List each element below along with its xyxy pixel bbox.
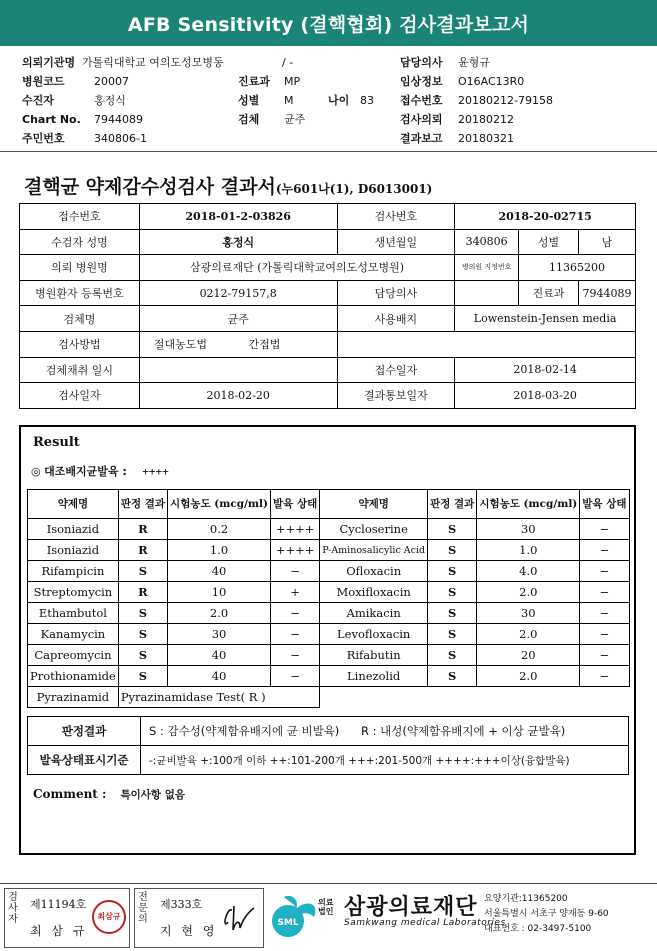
legend-table — [27, 716, 629, 775]
drug-judge: S — [428, 624, 477, 645]
drug-conc: 30 — [168, 624, 271, 645]
receipt-no: 20180212-79158 — [458, 94, 553, 107]
drug-growth: − — [580, 561, 629, 582]
drug-row — [28, 603, 630, 624]
drug-name: P-Aminosalicylic Acid — [320, 540, 428, 561]
drug-conc: 1.0 — [168, 540, 271, 561]
clinical-label: 임상정보 — [400, 75, 443, 88]
drug-name: Cycloserine — [320, 519, 428, 540]
hospital-code: 20007 — [94, 75, 129, 88]
col-judge: 판정 결과 — [428, 490, 477, 519]
drug-name: Streptomycin — [28, 582, 119, 603]
info-sex: 남 — [578, 229, 635, 255]
info-empty — [337, 331, 455, 357]
empty-cell — [320, 687, 629, 708]
receipt-no-label: 접수번호 — [400, 94, 443, 107]
clinical-info: O16AC13R0 — [458, 75, 525, 88]
info-name: 홍정식 — [139, 229, 337, 255]
drug-name: Levofloxacin — [320, 624, 428, 645]
drug-name: Linezolid — [320, 666, 428, 687]
request-date: 20180212 — [458, 113, 514, 126]
report-date: 20180321 — [458, 132, 514, 145]
drug-row — [28, 645, 630, 666]
col-conc: 시험농도 (mcg/ml) — [168, 490, 271, 519]
drug-conc: 40 — [168, 645, 271, 666]
patient-label: 수진자 — [22, 94, 54, 107]
drug-conc: 4.0 — [477, 561, 580, 582]
drug-table — [27, 489, 630, 708]
chart-label: Chart No. — [22, 113, 81, 126]
drug-judge: S — [118, 603, 167, 624]
request-label: 검사의뢰 — [400, 113, 443, 126]
info-label: 의뢰 병원명 — [20, 255, 140, 281]
banner-title: AFB Sensitivity (결핵협회) 검사결과보고서 — [127, 13, 530, 36]
drug-growth: − — [271, 645, 320, 666]
col-growth: 발육 상태 — [580, 490, 629, 519]
header-divider — [0, 151, 657, 152]
drug-row — [28, 540, 630, 561]
drug-row — [28, 666, 630, 687]
col-judge: 판정 결과 — [118, 490, 167, 519]
drug-growth: + — [271, 582, 320, 603]
drug-conc: 1.0 — [477, 540, 580, 561]
info-medium: Lowenstein-Jensen media — [455, 306, 636, 332]
drug-judge: R — [118, 582, 167, 603]
info-label: 병원환자 등록번호 — [20, 280, 140, 306]
footer — [0, 883, 657, 951]
corp-phone: 대표번호 : 02-3497-5100 — [484, 924, 592, 934]
info-method — [139, 331, 337, 357]
age-label: 나이 — [328, 94, 350, 107]
info-specimen: 균주 — [139, 306, 337, 332]
drug-conc: 2.0 — [168, 603, 271, 624]
age: 83 — [360, 94, 374, 107]
pza-drug: Pyrazinamid — [28, 687, 119, 708]
specialist-name: 지 현 영 — [160, 924, 218, 938]
info-label: 담당의사 — [337, 280, 455, 306]
drug-conc: 2.0 — [477, 582, 580, 603]
info-birth: 340806 — [455, 229, 519, 255]
drug-judge: S — [428, 582, 477, 603]
drug-judge: S — [118, 561, 167, 582]
col-drug: 약제명 — [320, 490, 428, 519]
drug-judge: S — [428, 666, 477, 687]
hospital-code-label: 병원코드 — [22, 75, 65, 88]
judge-legend-s: S : 감수성(약제함유배지에 균 비발육) — [149, 724, 340, 738]
drug-growth: − — [271, 603, 320, 624]
sex-label: 성별 — [238, 94, 260, 107]
drug-name: Rifampicin — [28, 561, 119, 582]
drug-growth: − — [271, 666, 320, 687]
corp-code: 요양기관:11365200 — [484, 894, 568, 904]
info-hospital: 삼광의료재단 (가톨릭대학교여의도성모병원) — [139, 255, 454, 281]
drug-judge: R — [118, 540, 167, 561]
control-value: ++++ — [142, 465, 169, 478]
chart-no: 7944089 — [94, 113, 143, 126]
logo-text: SML — [277, 918, 299, 928]
drug-judge: S — [428, 645, 477, 666]
info-label: 결과통보일자 — [337, 383, 455, 409]
drug-growth: − — [580, 603, 629, 624]
specimen: 균주 — [284, 113, 306, 126]
drug-name: Kanamycin — [28, 624, 119, 645]
comment-text: 특이사항 없음 — [120, 789, 185, 801]
drug-row — [28, 561, 630, 582]
growth-legend: -:균비발육 +:100개 이하 ++:101-200개 +++:201-500개 ++++:+++이상(융합발육) — [141, 746, 629, 775]
drug-conc: 40 — [168, 561, 271, 582]
drug-growth: − — [271, 561, 320, 582]
dept: MP — [284, 75, 301, 88]
info-notify: 2018-03-20 — [455, 383, 636, 409]
document-title-code: (누601나(1), D6013001) — [275, 182, 433, 196]
comment — [33, 787, 185, 802]
corp-name: 삼광의료재단 — [344, 895, 478, 920]
seal-text: 최삼규 — [97, 912, 121, 921]
info-dept: 7944089 — [578, 280, 635, 306]
drug-judge: S — [428, 519, 477, 540]
info-label: 접수번호 — [20, 204, 140, 230]
drug-row — [28, 519, 630, 540]
drug-conc: 40 — [168, 666, 271, 687]
drug-conc: 0.2 — [168, 519, 271, 540]
col-conc: 시험농도 (mcg/ml) — [477, 490, 580, 519]
patient-name: 홍정식 — [94, 94, 126, 107]
drug-growth: − — [580, 645, 629, 666]
drug-judge: S — [428, 603, 477, 624]
info-method-1: 절대농도법 — [153, 338, 207, 352]
judge-legend-label: 판정결과 — [28, 717, 141, 746]
info-label: 수검자 성명 — [20, 229, 140, 255]
dept-label: 진료과 — [238, 75, 270, 88]
col-drug: 약제명 — [28, 490, 119, 519]
drug-growth: − — [580, 582, 629, 603]
drug-name: Rifabutin — [320, 645, 428, 666]
drug-judge: S — [428, 540, 477, 561]
drug-name: Ethambutol — [28, 603, 119, 624]
specialist-no: 제333호 — [160, 898, 203, 911]
control-growth — [31, 463, 169, 479]
drug-growth: − — [580, 624, 629, 645]
info-reg: 0212-79157,8 — [139, 280, 337, 306]
info-label: 병의원 지정번호 — [455, 255, 519, 281]
report-banner — [0, 0, 657, 46]
control-label: 대조배지균발육 : — [44, 465, 127, 478]
drug-growth: − — [580, 540, 629, 561]
document-title-text: 결핵균 약제감수성검사 결과서 — [24, 176, 276, 198]
ward: / - — [282, 56, 294, 69]
resident-no: 340806-1 — [94, 132, 147, 145]
info-label: 진료과 — [519, 280, 579, 306]
info-label: 검체명 — [20, 306, 140, 332]
info-receipt: 2018-01-2-03826 — [139, 204, 337, 230]
institution: 가톨릭대학교 여의도성모병동 — [82, 56, 224, 69]
examiner-name: 최 삼 규 — [30, 924, 88, 938]
growth-legend-label: 발육상태표시기준 — [28, 746, 141, 775]
info-method-2: 간접법 — [248, 338, 281, 352]
report-label: 결과보고 — [400, 132, 443, 145]
corp-addr: 서울특별시 서초구 양재동 9-60 — [484, 909, 609, 919]
patient-info-table — [19, 203, 636, 409]
drug-conc: 2.0 — [477, 666, 580, 687]
drug-name: Ofloxacin — [320, 561, 428, 582]
drug-conc: 30 — [477, 519, 580, 540]
examiner-seal — [92, 900, 126, 934]
drug-growth: − — [580, 666, 629, 687]
info-label: 사용배지 — [337, 306, 455, 332]
info-label: 생년월일 — [337, 229, 455, 255]
info-received: 2018-02-14 — [455, 357, 636, 383]
result-title: Result — [33, 435, 80, 450]
drug-conc: 10 — [168, 582, 271, 603]
drug-growth: − — [271, 624, 320, 645]
document-title — [24, 172, 432, 199]
info-empty — [455, 331, 636, 357]
info-test-no: 2018-20-02715 — [455, 204, 636, 230]
info-collect — [139, 357, 337, 383]
drug-growth: − — [580, 519, 629, 540]
info-label: 성별 — [519, 229, 579, 255]
drug-name: Isoniazid — [28, 540, 119, 561]
institution-label: 의뢰기관명 — [22, 56, 76, 69]
info-doctor — [455, 280, 519, 306]
info-test-date: 2018-02-20 — [139, 383, 337, 409]
drug-row — [28, 582, 630, 603]
drug-growth: ++++ — [271, 519, 320, 540]
judge-legend — [141, 717, 629, 746]
drug-name: Prothionamide — [28, 666, 119, 687]
judge-legend-r: R : 내성(약제함유배지에 + 이상 균발육) — [360, 724, 566, 738]
info-hospital-code: 11365200 — [519, 255, 636, 281]
drug-name: Moxifloxacin — [320, 582, 428, 603]
specialist-signature — [218, 900, 258, 936]
result-box — [19, 425, 636, 855]
drug-judge: S — [118, 645, 167, 666]
sex: M — [284, 94, 294, 107]
info-label: 검사번호 — [337, 204, 455, 230]
drug-judge: S — [118, 624, 167, 645]
drug-judge: R — [118, 519, 167, 540]
drug-judge: S — [428, 561, 477, 582]
bullseye-icon: ◎ — [31, 465, 41, 478]
comment-label: Comment : — [33, 787, 107, 801]
specimen-label: 검체 — [238, 113, 260, 126]
pza-row — [28, 687, 630, 708]
corp-name-en: Samkwang medical Laboratories — [344, 918, 506, 928]
drug-conc: 2.0 — [477, 624, 580, 645]
drug-name: Isoniazid — [28, 519, 119, 540]
doctor-label: 담당의사 — [400, 56, 443, 69]
info-label: 접수일자 — [337, 357, 455, 383]
info-label: 검사일자 — [20, 383, 140, 409]
drug-row — [28, 624, 630, 645]
examiner-label: 검사자 — [8, 892, 18, 925]
examiner-no: 제11194호 — [30, 898, 87, 911]
drug-conc: 20 — [477, 645, 580, 666]
resident-label: 주민번호 — [22, 132, 65, 145]
drug-name: Amikacin — [320, 603, 428, 624]
corp-type: 의료 법인 — [318, 898, 334, 916]
col-growth: 발육 상태 — [271, 490, 320, 519]
drug-conc: 30 — [477, 603, 580, 624]
info-label: 검체채취 일시 — [20, 357, 140, 383]
info-label: 검사방법 — [20, 331, 140, 357]
pza-result: Pyrazinamidase Test( R ) — [118, 687, 319, 708]
doctor: 윤형규 — [458, 56, 490, 69]
corp-address — [484, 892, 609, 937]
drug-growth: ++++ — [271, 540, 320, 561]
drug-name: Capreomycin — [28, 645, 119, 666]
drug-judge: S — [118, 666, 167, 687]
specialist-label: 전문의 — [138, 892, 148, 925]
